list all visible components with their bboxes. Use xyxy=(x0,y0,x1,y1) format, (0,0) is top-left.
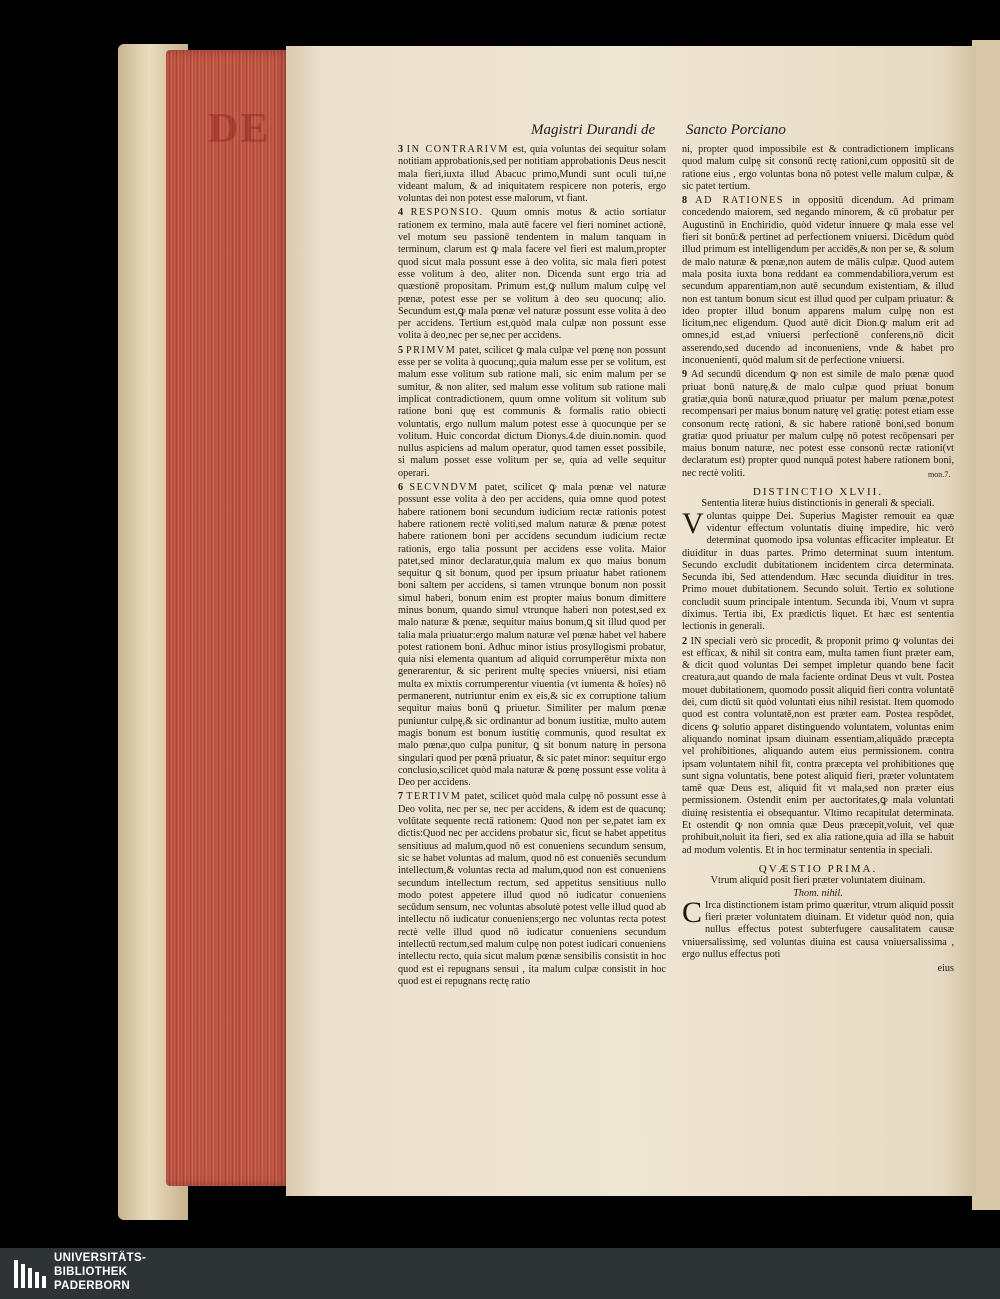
distinctio-subtitle: Sententia literæ huius distinctionis in generali & speciali. xyxy=(701,498,935,510)
paragraph xyxy=(398,345,666,480)
paragraph-lead: TERTIVM xyxy=(406,791,462,803)
paragraph xyxy=(398,791,666,988)
drop-cap: V xyxy=(682,506,704,540)
quaestio-subtitle: Vtrum aliquid posit fieri præter voluntatem diuinam. xyxy=(710,875,926,887)
paragraph-number: 6 xyxy=(398,482,404,494)
paragraph-text: patet, scilicet ꝙ mala pœnæ vel naturæ possunt esse volita à deo per accidens, quia omne quod potest habere rationem boni secundum iudicium rectæ rationis potest habere rationem rectè voliti,sed malum naturæ & pœnæ potest habere rationem boni per accidens secundum iudicium rectæ rationis, ergo talia possunt per accidens esse volita. Maior patet,sed minor declaratur,quia malum ex quo maius bonum sequitur ꝗ sit bonum, quod per ipsum priuatur habet rationem boni saltem per accidens, si tamen vtrunque bonum non possit simul haberi, bonum enim est propter maius bonum dimittere minus bonum, quando simul vtrunque haberi non potest,sed ex malo naturæ & pœnæ, sequitur maius bonum,ꝗ sit illud quod per talia mala priuatur:ergo malum naturæ vel pœnæ habet vel habere potest rationem boni. Adhuc minor istius prosyllogismi probatur, quia nisi elementa quantum ad aliquid corrumperētur mixta non generarentur, & sic perirent multę species vniuersi, nisi etiam multa ex mixtis corrumperentur viuentia (vt iumenta & hoīes) nō permanerent, nutriuntur enim ex eis,& sic ex corruptione talium sequitur maius bonū ꝗ priuetur. Similiter per malum pœnæ puniuntur culpę,& sic ordinantur ad bonum iustitiæ, multo autem magis bonum est bonum iustitię communis, quod resultat ex malo pœnæ,quo culpa punitur, ꝗ sit bonum naturę in persona singulari quod per pœnā priuatur, & sic patet minor: sequitur ergo conclusio,scilicet quòd mala naturæ & pœnę possunt esse volita à Deo per accidens. xyxy=(398,482,667,789)
paragraph xyxy=(682,144,954,193)
right-column xyxy=(682,144,954,976)
paragraph-lead: AD RATIONES xyxy=(695,195,784,207)
quaestio-title: QVÆSTIO PRIMA. xyxy=(758,862,878,875)
paragraph-number: 2 xyxy=(682,635,688,647)
quaestio-intro xyxy=(682,895,954,961)
paragraph-number: 7 xyxy=(398,791,404,803)
paragraph-text: patet, scilicet ꝙ mala culpæ vel pœnę non possunt esse per se volita à quocunq;,quia malum esse per se volitum, est malum esse volitum sub ratione mali, sic enim malum per se sumitur, & non aliter, sed malum esse volitum sub ratione mali implicat contradictionem, quum omne volitum sit volitum sub ratione boni quę est communis & formalis ratio obiecti voluntatis, ergo nullum malum potest esse à quocunque per se volitum. Huic concordat dictum Dionys.4.de diuin.nomin. quod nullus aspiciens ad malum operatur, quod tamen esset possibile, si malum posset esse volitum per se, quia ad velle sequitur operari. xyxy=(398,344,667,479)
library-name-line3: PADERBORN xyxy=(54,1280,130,1292)
paragraph-number: 4 xyxy=(398,207,404,219)
paragraph-lead: RESPONSIO. xyxy=(410,207,484,219)
quaestio-text: Irca distinctionem istam primo quæritur, vtrum aliquid possit fieri præter voluntatem diuinam. Et videtur quòd non, quia nullus effectus potest subterfugere causalitatem causæ vniuersalissimę, sed voluntas diuina est causa vniuersalissima , ergo nullus effectus poti xyxy=(682,899,954,960)
paragraph xyxy=(398,207,666,342)
library-name xyxy=(54,1251,146,1293)
book-page xyxy=(286,46,976,1196)
drop-cap: C xyxy=(682,895,703,929)
header-left: Magistri Durandi de xyxy=(531,122,656,138)
distinctio-title: DISTINCTIO XLVII. xyxy=(752,486,884,499)
paragraph-lead: IN CONTRARIVM xyxy=(406,144,509,155)
paragraph-number: 8 xyxy=(682,195,688,207)
library-footer xyxy=(0,1248,1000,1299)
paragraph-text: in oppositū dicendum. Ad primam concedendo maiorem, sed negando minorem, & cū probatur per Augustinū in Enchiridio, quòd videtur innuere ꝙ mala esse vel fieri sit bonū:& pertinet ad perfectionem vniuersi. Dicēdum quòd illud primum est intelligendum per accidēs,& non per se, & solum de malo naturæ & pœnæ,non autem de mālis culpæ. Quod autem mala posita iuxta bona reddant ea commendabiliora,verum est secundum apparentiam,non autē secundum existentiam, & illud non est tantum bonum sicut est illud quod per culpam priuatur: & ideo propter illud bonum apparens malum culpę non est licitum,nec eligendum. Quod autē dicit Dion.ꝙ malum erit ad omnes,id est,ad vniuersi perfectionē conferens,nō dicit asserendo,sed ducendo ad inconueniens, vnde & habet pro inconuenienti, quòd malum sit de perfectione vniuersi. xyxy=(682,195,955,367)
paragraph xyxy=(398,482,666,789)
right-column-top xyxy=(682,144,954,480)
library-name-line1: UNIVERSITÄTS- xyxy=(54,1252,147,1264)
distinctio-paragraph-2 xyxy=(682,636,954,857)
paragraph-number: 5 xyxy=(398,344,404,356)
margin-note: mon.7. xyxy=(928,470,951,479)
paragraph-text: IN speciali verò sic procedit, & proponit primo ꝙ voluntas dei est efficax, & nihil sit contra eam, multa tamen fiunt præter eam, & dicit quod voluntas Dei sempet impletur quando bene facit creatura,aut quando de mala faciente ordinat Deus vt vult. Postea mouet dubitationem, quomodo possit aliquid fieri contra voluntatē dei, cum dictū sit quòd voluntati eius nihil resistat. Item quomodo quod est contra voluntatē,non est præter eam. Postea respōdet, dicens ꝙ solutio apparet distinguendo voluntatem, voluntas enim aliquando nominat ipsam diuinam essentiam,aliquādo præcepta vel prohibitiones, aliquando autem eius permissionem. contra ipsam voluntatem nihil fit, contra præcepta vel prohibitiones quę sunt signa voluntatis, bene potest aliquid fieri, præter voluntatem tamē quæ Deus est, aliquid fit vt mala,sed non præter eius permissionem. Ostendit enim per auctoritates,ꝙ mala voluntati diuinę resistentia ei obsequantur. Vltimo recapitulat determinata. Et ostendit ꝙ non omnia quæ Deus præcepit,voluit, vel quæ prohibuit,noluit ita fieri, sed ex alia ratione,quia ad illa se habuit ad modum volentis. Et in hoc terminatur sententia in speciali. xyxy=(682,635,955,856)
paragraph xyxy=(682,369,954,480)
red-page-edges xyxy=(166,50,291,1186)
distinctio-text: oluntas quippe Dei. Superius Magister remouit ea quæ videntur effectum voluntatis diuinę impedire, hic verò determinat quomodo ipsa voluntas efficaciter impleatur. Et diuiditur in duas partes. Primo determinat suum intentum. Secundo excludit dubitationem incidentem circa determinata. Secunda ibi, Sed attendendum. Hæc secunda diuiditur in tres. Primo mouet dubitationem. Secundo soluit. Tertio ex solutione concludit suum principale intentum. Secunda ibi, Vnum vt supra diximus. Tertia ibi, Ex prædictis liquet. Et hæc est sententia lectionis in generali. xyxy=(682,510,954,633)
paragraph-number: 9 xyxy=(682,369,688,381)
bleed-through-mark: DE xyxy=(208,106,271,152)
paragraph-number: 3 xyxy=(398,144,404,155)
header-right: Sancto Porciano xyxy=(686,122,786,138)
paragraph-lead: PRIMVM xyxy=(405,344,457,356)
quaestio-reference: Thom. nihil. xyxy=(793,887,843,899)
paragraph-text: Ad secundū dicendum ꝙ non est simile de malo pœnæ quod priuat bonū naturę,& de malo culpæ quod priuat bonum gratiæ,quia bonū naturæ,quod priuatur per malum pœnæ,potest recompensari per maius bonum naturę vel gratię: potest etiam esse consonum rectę rationi, & sic habere rationē boni,sed bonum gratiæ quod priuatur per malum culpę nō potest recōpensari per maius bonum naturæ, nec potest esse consonū rectæ rationi(vt declaratum est) propter quod nunquā potest habere rationem boni, nec rectè voliti. xyxy=(682,369,954,479)
paragraph-text: est, quia voluntas dei sequitur solam notitiam approbationis,sed per notitiam approbationis Deus nescit mala fieri,iuxta illud Abacuc primo,Mundi sunt oculi tui,ne videant malum, & ad iniquitatem respicere non poteris, ergo voluntas dei non potest esse malorum, vt fiant. xyxy=(398,144,666,205)
left-column xyxy=(398,144,666,990)
paragraph-text: ni, propter quod impossibile est & contradictionem implicans quod malum culpę sit consonū rectę rationi,cum oppositū sit de ratione eius , ergo voluntas bona nō potest velle malum culpæ, & sic patet tertium. xyxy=(682,144,954,192)
paragraph xyxy=(682,195,954,367)
paragraph xyxy=(398,144,666,205)
library-logo-icon xyxy=(12,1256,48,1292)
facing-page-edge xyxy=(972,40,1000,1210)
paragraph-lead: SECVNDVM xyxy=(409,482,479,494)
library-name-line2: BIBLIOTHEK xyxy=(54,1266,128,1278)
distinctio-intro xyxy=(682,506,954,634)
paragraph-text: patet, scilicet quòd mala culpę nō possunt esse à Deo volita, nec per se, nec per accidens, & idem est de quacunq; volūtate sequente rectā rationem: Quod non per se,patet iam ex dictis:Quod nec per accidens probatur sic, ficut se habet appetitus sensitiuus ad malum,quod nō est conueniens secundum sensum, sic se habet voluntas ad malum, quod nō est conueniēs secundum intellectum,& voluntas recta ad malum,quod non est conueniens secundum intellectum rectum, sed appetitus sensitiuus nullo modo potest appetere illud quod nō iudicatur conueniens secūdum sensum, nec voluntas absolutè potest velle illud quod ab intellectu nō iudicatur conueniens;ergo nec voluntas recta potest rectè velle illud quod nō iudicatur conueniens secundum intellectū rectum,sed malum culpę non potest iudicari conueniens intellectu recto, quia sicut malum pœnæ sensibilis consistit in hoc quod est ei repugnans sensui , ita malum culpæ consistit in hoc quod est ei repugnans rectę ratio xyxy=(398,791,667,987)
catchword: eius xyxy=(937,963,954,975)
paragraph-text: Quum omnis motus & actio sortiatur rationem ex termino, mala autē facere vel fieri nominet actionē, vel motum seu passionē tendentem in malum tanquam in terminum, clarum est ꝙ mala facere vel fieri est malum,propter quod sicut mala possunt esse à deo volita, sic mala fieri potest esse volitum à deo, aliter non. Dicenda sunt ergo tria ad quæstionē propositam. Primum est,ꝙ nullum malum culpę vel pœnæ, potest esse per se volitum à deo seu quocunq; alio. Secundum est,ꝙ mala pœnæ vel naturæ possunt esse volita à deo per accidens. Tertium est,quòd mala culpæ non possunt esse volita à deo,nec per se,nec per accidens. xyxy=(398,207,666,342)
running-header xyxy=(286,122,976,142)
